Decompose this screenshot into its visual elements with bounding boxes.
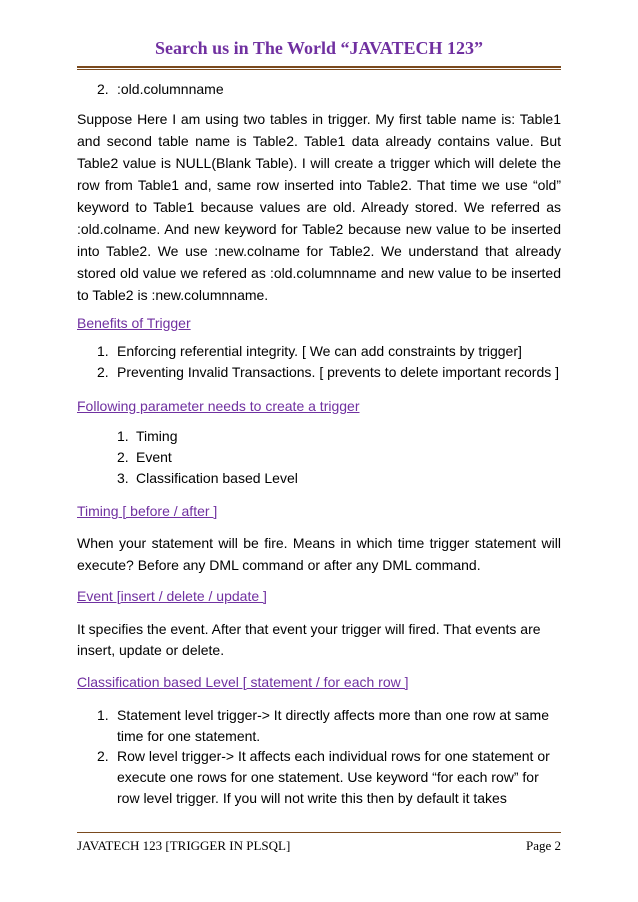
parameters-list xyxy=(0,426,638,489)
paragraph-old-new: Suppose Here I am using two tables in trigger. My first table name is: Table1 and second table name is Table2. Table1 data already contains value. But Table2 value is NULL(Blank Table). I will create a trigger which will delete the row from Table1 and, same row inserted into Table2. That time we use “old” keyword to Table1 because values are old. Already stored. We referred as :old.colname. And new keyword for Table2 because new value to be inserted into Table2. We use :new.colname for Table2. We understand that already stored old value we refered as :old.columnname and new value to be inserted to Table2 is :new.columnname. xyxy=(77,111,561,303)
list-item xyxy=(0,426,638,447)
list-number: 1. xyxy=(97,707,109,723)
list-text: Preventing Invalid Transactions. [ prevents to delete important records ] xyxy=(117,364,560,380)
list-number: 1. xyxy=(97,343,109,359)
list-item xyxy=(0,468,638,489)
list-text: Classification based Level xyxy=(136,470,298,486)
benefits-list xyxy=(0,341,638,383)
list-number: 2. xyxy=(97,81,109,97)
heading-event: Event [insert / delete / update ] xyxy=(77,588,267,604)
list-text-line: time for one statement. xyxy=(117,728,261,744)
list-text: Enforcing referential integrity. [ We can add constraints by trigger] xyxy=(117,343,522,359)
heading-benefits: Benefits of Trigger xyxy=(77,315,191,331)
list-number: 2. xyxy=(97,748,109,764)
list-number: 1. xyxy=(117,428,129,444)
heading-classification: Classification based Level [ statement / for each row ] xyxy=(77,674,409,690)
heading-timing: Timing [ before / after ] xyxy=(77,503,218,519)
list-number: 2. xyxy=(97,364,109,380)
list-text: :old.columnname xyxy=(117,81,224,97)
list-number: 3. xyxy=(117,470,129,486)
paragraph-event-line1: It specifies the event. After that event your trigger will fired. That events are xyxy=(77,621,541,637)
list-item xyxy=(0,447,638,468)
heading-parameters: Following parameter needs to create a trigger xyxy=(77,398,360,414)
list-text-line: Row level trigger-> It affects each individual rows for one statement or xyxy=(117,748,550,764)
paragraph-timing: When your statement will be fire. Means in which time trigger statement will execute? Before any DML command or after any DML command. xyxy=(77,535,561,573)
list-text-line: Statement level trigger-> It directly affects more than one row at same xyxy=(117,707,549,723)
list-item xyxy=(0,362,638,383)
list-text-line: row level trigger. If you will not write this then by default it takes xyxy=(117,790,507,806)
paragraph-event-line2: insert, update or delete. xyxy=(77,642,225,658)
list-number: 2. xyxy=(117,449,129,465)
list-item xyxy=(0,341,638,362)
footer-rule xyxy=(77,832,561,833)
list-text: Event xyxy=(136,449,172,465)
list-text: Timing xyxy=(136,428,178,444)
list-text-line: execute one rows for one statement. Use keyword “for each row” for xyxy=(117,769,539,785)
footer-page-number: Page 2 xyxy=(525,838,561,853)
footer-document-title: JAVATECH 123 [TRIGGER IN PLSQL] xyxy=(77,838,291,853)
header-rule-thin xyxy=(77,69,561,70)
page-header-title: Search us in The World “JAVATECH 123” xyxy=(154,38,484,58)
header-rule xyxy=(77,66,561,68)
